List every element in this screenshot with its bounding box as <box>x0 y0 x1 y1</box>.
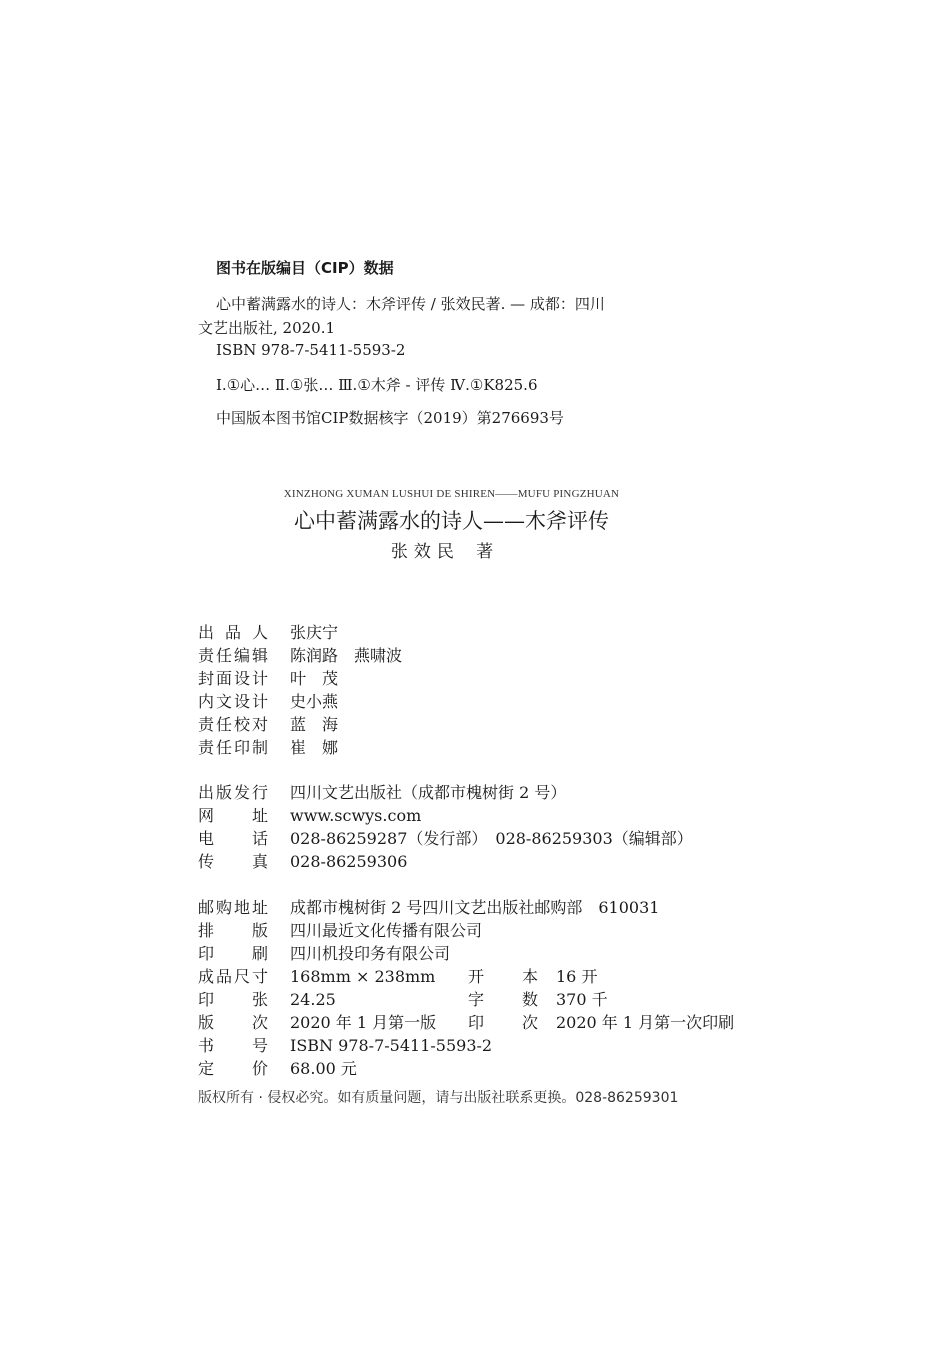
author: 张效民 著 <box>390 542 500 562</box>
spec-label: 印刷 <box>198 944 268 963</box>
cip-line-1: 心中蓄满露水的诗人：木斧评传 / 张效民著. — 成都：四川 <box>216 295 605 313</box>
website-value: www.scwys.com <box>290 806 422 825</box>
staff-value: 史小燕 <box>290 692 339 711</box>
spec-label-secondary: 字数 <box>468 990 538 1009</box>
staff-value: 叶 茂 <box>290 669 339 688</box>
spec-label: 版次 <box>198 1013 268 1032</box>
cip-line-2: 文艺出版社, 2020.1 <box>198 319 336 337</box>
publisher-label: 电话 <box>198 829 268 848</box>
spec-label: 印张 <box>198 990 268 1009</box>
cip-classification: Ⅰ.①心… Ⅱ.①张… Ⅲ.①木斧 - 评传 Ⅳ.①K825.6 <box>216 376 538 394</box>
spec-value-secondary: 370 千 <box>556 990 608 1009</box>
staff-label: 封面设计 <box>198 669 268 688</box>
price-value: 68.00 元 <box>290 1059 357 1078</box>
title-chinese: 心中蓄满露水的诗人——木斧评传 <box>294 509 609 533</box>
spec-value: 四川最近文化传播有限公司 <box>290 921 483 940</box>
publisher-label: 出版发行 <box>198 783 268 802</box>
staff-value: 崔 娜 <box>290 738 339 757</box>
copyright-notice: 版权所有 · 侵权必究。如有质量问题，请与出版社联系更换。028-86259301 <box>198 1090 679 1106</box>
spec-value-secondary: 2020 年 1 月第一次印刷 <box>556 1013 735 1032</box>
spec-label-secondary: 印次 <box>468 1013 538 1032</box>
spec-label: 邮购地址 <box>198 898 268 917</box>
spec-label: 书号 <box>198 1036 268 1055</box>
staff-label: 内文设计 <box>198 692 268 711</box>
staff-label: 责任校对 <box>198 715 268 734</box>
publisher-value: 四川文艺出版社（成都市槐树街 2 号） <box>290 783 567 802</box>
cip-heading: 图书在版编目（CIP）数据 <box>216 259 394 277</box>
publisher-label: 传真 <box>198 852 268 871</box>
cip-isbn: ISBN 978-7-5411-5593-2 <box>216 341 406 359</box>
title-english: XINZHONG XUMAN LUSHUI DE SHIREN——MUFU PINGZHUAN <box>283 488 620 500</box>
phone-value: 028-86259287（发行部） 028-86259303（编辑部） <box>290 829 693 848</box>
fax-value: 028-86259306 <box>290 852 408 871</box>
spec-value-secondary: 16 开 <box>556 967 598 986</box>
staff-label: 责任编辑 <box>198 646 268 665</box>
spec-value: ISBN 978-7-5411-5593-2 <box>290 1036 493 1055</box>
staff-value: 蓝 海 <box>290 715 339 734</box>
staff-label: 出品人 <box>198 623 268 642</box>
spec-label-secondary: 开本 <box>468 967 538 986</box>
spec-label: 成品尺寸 <box>198 967 268 986</box>
staff-value: 张庆宁 <box>290 623 339 642</box>
staff-label: 责任印制 <box>198 738 268 757</box>
spec-label: 定价 <box>198 1059 268 1078</box>
spec-label: 排版 <box>198 921 268 940</box>
staff-value: 陈润路 燕啸波 <box>290 646 403 665</box>
publisher-label: 网址 <box>198 806 268 825</box>
spec-value: 168mm × 238mm <box>290 967 436 986</box>
cip-record-number: 中国版本图书馆CIP数据核字（2019）第276693号 <box>216 409 564 427</box>
spec-value: 成都市槐树街 2 号四川文艺出版社邮购部 610031 <box>290 898 660 917</box>
spec-value: 2020 年 1 月第一版 <box>290 1013 437 1032</box>
spec-value: 四川机投印务有限公司 <box>290 944 451 963</box>
spec-value: 24.25 <box>290 990 336 1009</box>
